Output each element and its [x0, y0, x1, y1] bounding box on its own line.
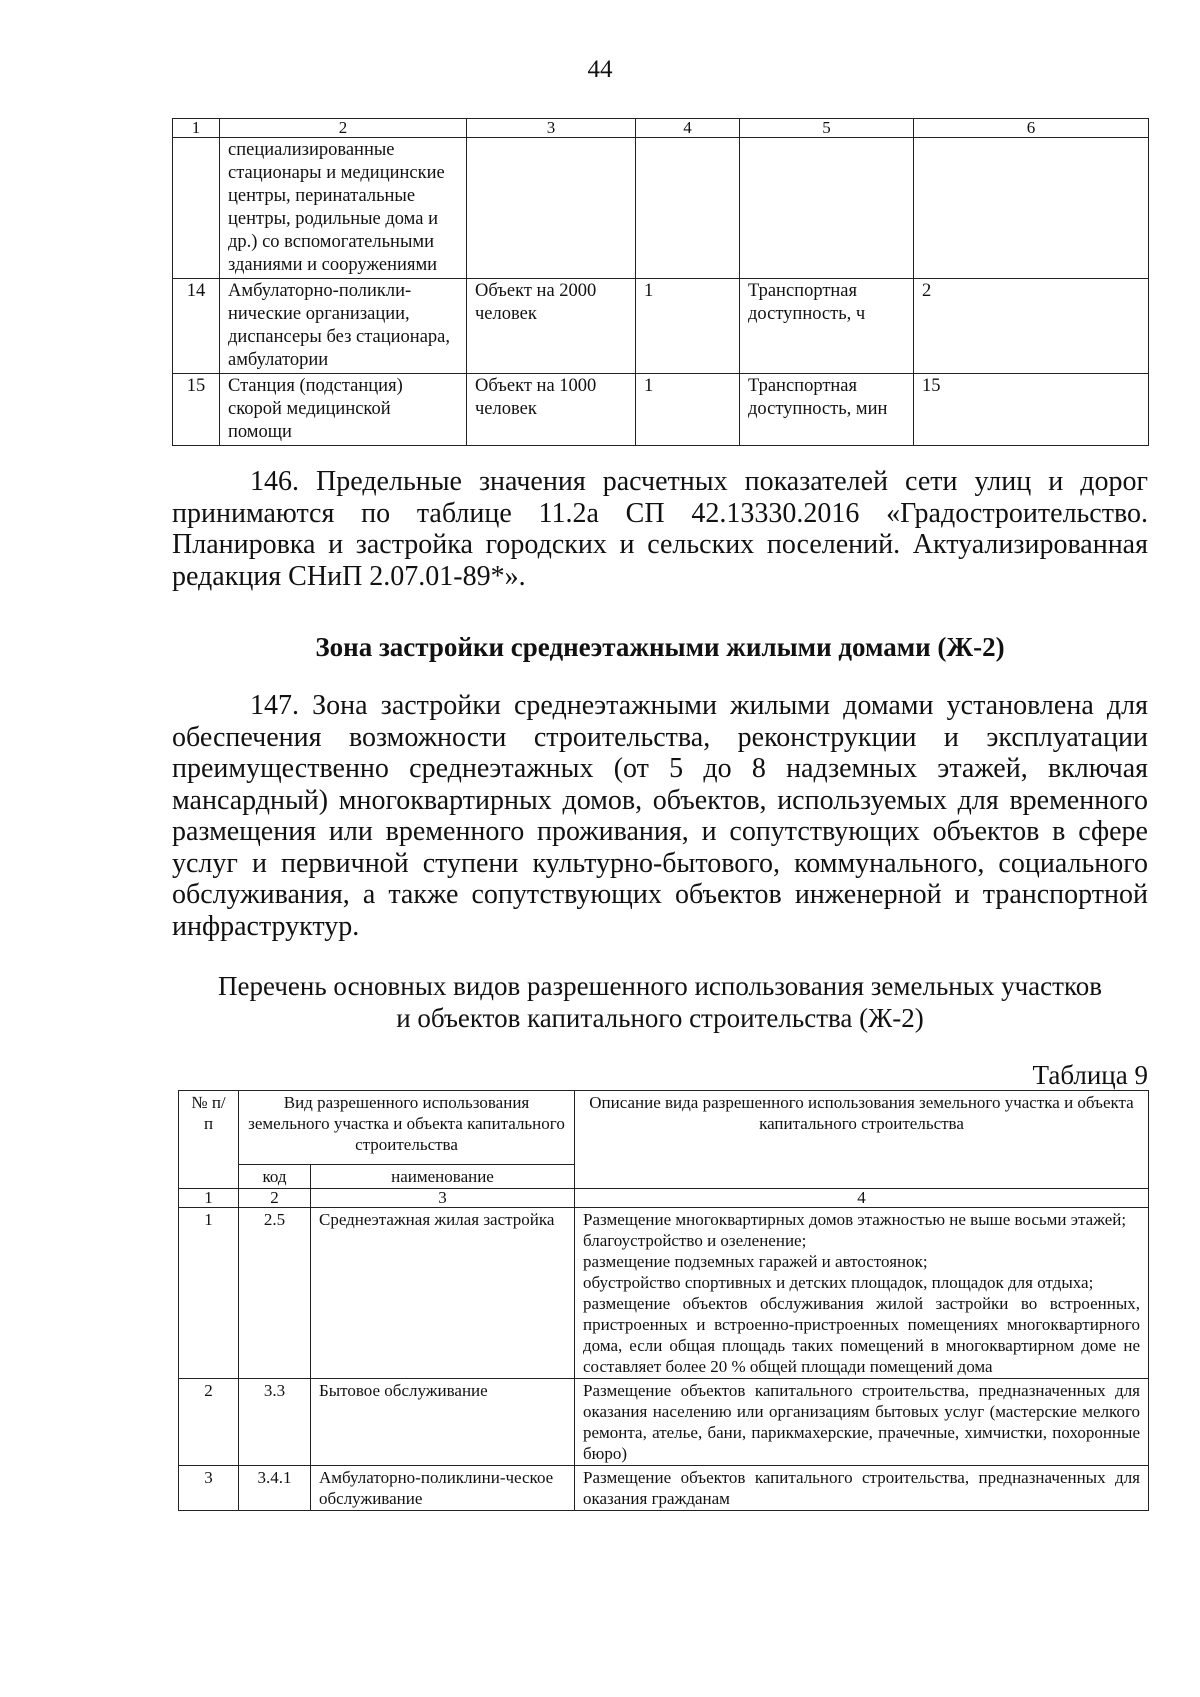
usage-code: 2.5 — [239, 1208, 311, 1379]
col-number: 2 — [220, 119, 467, 138]
column-number-row — [179, 1189, 1149, 1208]
limit — [914, 138, 1149, 279]
indicator: Транспортная доступность, ч — [740, 279, 914, 374]
table-row — [173, 279, 1149, 374]
usage-code: 3.3 — [239, 1379, 311, 1466]
facility-name: Станция (подстанция) скорой медицинской помощи — [220, 374, 467, 446]
row-number: 1 — [179, 1208, 239, 1379]
facility-name: специализированные стационары и медицинские центры, перинатальные центры, родильные дома и др.) со вспомогательными зданиями и сооружениями — [220, 138, 467, 279]
unit: Объект на 1000 человек — [467, 374, 636, 446]
facility-name: Амбулаторно-поликли-нические организации, диспансеры без стационара, амбулатории — [220, 279, 467, 374]
table-row — [173, 138, 1149, 279]
zone-heading: Зона застройки среднеэтажными жилыми домами (Ж-2) — [315, 632, 1005, 662]
paragraph-147-text: 147. Зона застройки среднеэтажными жилыми домами установлена для обеспечения возможности строительства, реконструкции и эксплуатации преимущественно среднеэтажных (от 5 до 8 надземных этажей, включая мансардный) многоквартирных домов, объектов, используемых для временного размещения или временного проживания, и сопутствующих объектов в сфере услуг и первичной ступени культурно-бытового, коммунального, социального обслуживания, а также сопутствующих объектов инженерной и транспортной инфраструктур. — [172, 690, 1148, 942]
row-number: 14 — [173, 279, 220, 374]
usage-description — [575, 1466, 1149, 1511]
header-type: Вид разрешенного использования земельного участка и объекта капитального строительства — [239, 1091, 575, 1165]
header-code: код — [239, 1165, 311, 1189]
value: 1 — [636, 279, 740, 374]
page-number: 44 — [587, 56, 613, 83]
indicator — [740, 138, 914, 279]
col-number: 2 — [239, 1189, 311, 1208]
description-line: Размещение объектов капитального строительства, предназначенных для оказания гражданам — [583, 1468, 1140, 1508]
usage-name: Бытовое обслуживание — [311, 1379, 575, 1466]
col-number: 4 — [575, 1189, 1149, 1208]
value — [636, 138, 740, 279]
continued-indicators-table — [172, 118, 1149, 446]
paragraph-146-text: 146. Предельные значения расчетных показателей сети улиц и дорог принимаются по таблице 11.2а СП 42.13330.2016 «Градостроительство. Планировка и застройка городских и сельских поселений. Актуализированная редакция СНиП 2.07.01-89*». — [172, 466, 1148, 592]
row-number: 15 — [173, 374, 220, 446]
unit: Объект на 2000 человек — [467, 279, 636, 374]
col-number: 1 — [173, 119, 220, 138]
description-line: размещение подземных гаражей и автостоянок; — [583, 1252, 928, 1271]
description-line: размещение объектов обслуживания жилой застройки во встроенных, пристроенных и встроенно-пристроенных помещениях многоквартирного дома, если общая площадь таких помещений в многоквартирном доме не составляет более 20 % общей площади помещений дома — [583, 1294, 1140, 1376]
unit — [467, 138, 636, 279]
paragraph-146 — [172, 466, 1148, 592]
table-row — [179, 1208, 1149, 1379]
col-number: 1 — [179, 1189, 239, 1208]
table-row — [179, 1379, 1149, 1466]
list-title-line-1: Перечень основных видов разрешенного использования земельных участков — [218, 971, 1102, 1001]
usage-description — [575, 1379, 1149, 1466]
header-description: Описание вида разрешенного использования земельного участка и объекта капитального строительства — [575, 1091, 1149, 1189]
paragraph-147 — [172, 690, 1148, 942]
usage-code: 3.4.1 — [239, 1466, 311, 1511]
limit: 2 — [914, 279, 1149, 374]
row-number: 2 — [179, 1379, 239, 1466]
usage-name: Среднеэтажная жилая застройка — [311, 1208, 575, 1379]
list-title-line-2: и объектов капитального строительства (Ж-2) — [396, 1003, 924, 1033]
col-number: 4 — [636, 119, 740, 138]
table-9 — [178, 1090, 1149, 1511]
description-line: Размещение многоквартирных домов этажностью не выше восьми этажей; — [583, 1210, 1127, 1229]
col-number: 3 — [311, 1189, 575, 1208]
description-line: благоустройство и озеленение; — [583, 1231, 807, 1250]
list-title — [172, 970, 1148, 1034]
table-label: Таблица 9 — [1032, 1060, 1148, 1090]
indicator: Транспортная доступность, мин — [740, 374, 914, 446]
table-row — [179, 1466, 1149, 1511]
table-header-row — [179, 1091, 1149, 1165]
description-line: Размещение объектов капитального строительства, предназначенных для оказания населению или организациям бытовых услуг (мастерские мелкого ремонта, ателье, бани, парикмахерские, прачечные, химчистки, похоронные бюро) — [583, 1381, 1140, 1463]
limit: 15 — [914, 374, 1149, 446]
row-number — [173, 138, 220, 279]
col-number: 6 — [914, 119, 1149, 138]
usage-description — [575, 1208, 1149, 1379]
row-number: 3 — [179, 1466, 239, 1511]
table-row — [173, 374, 1149, 446]
col-number: 3 — [467, 119, 636, 138]
value: 1 — [636, 374, 740, 446]
header-name: наименование — [311, 1165, 575, 1189]
header-num: № п/п — [179, 1091, 239, 1189]
description-line: обустройство спортивных и детских площадок, площадок для отдыха; — [583, 1273, 1094, 1292]
usage-name: Амбулаторно-поликлини-ческое обслуживание — [311, 1466, 575, 1511]
table-header-row — [173, 119, 1149, 138]
col-number: 5 — [740, 119, 914, 138]
